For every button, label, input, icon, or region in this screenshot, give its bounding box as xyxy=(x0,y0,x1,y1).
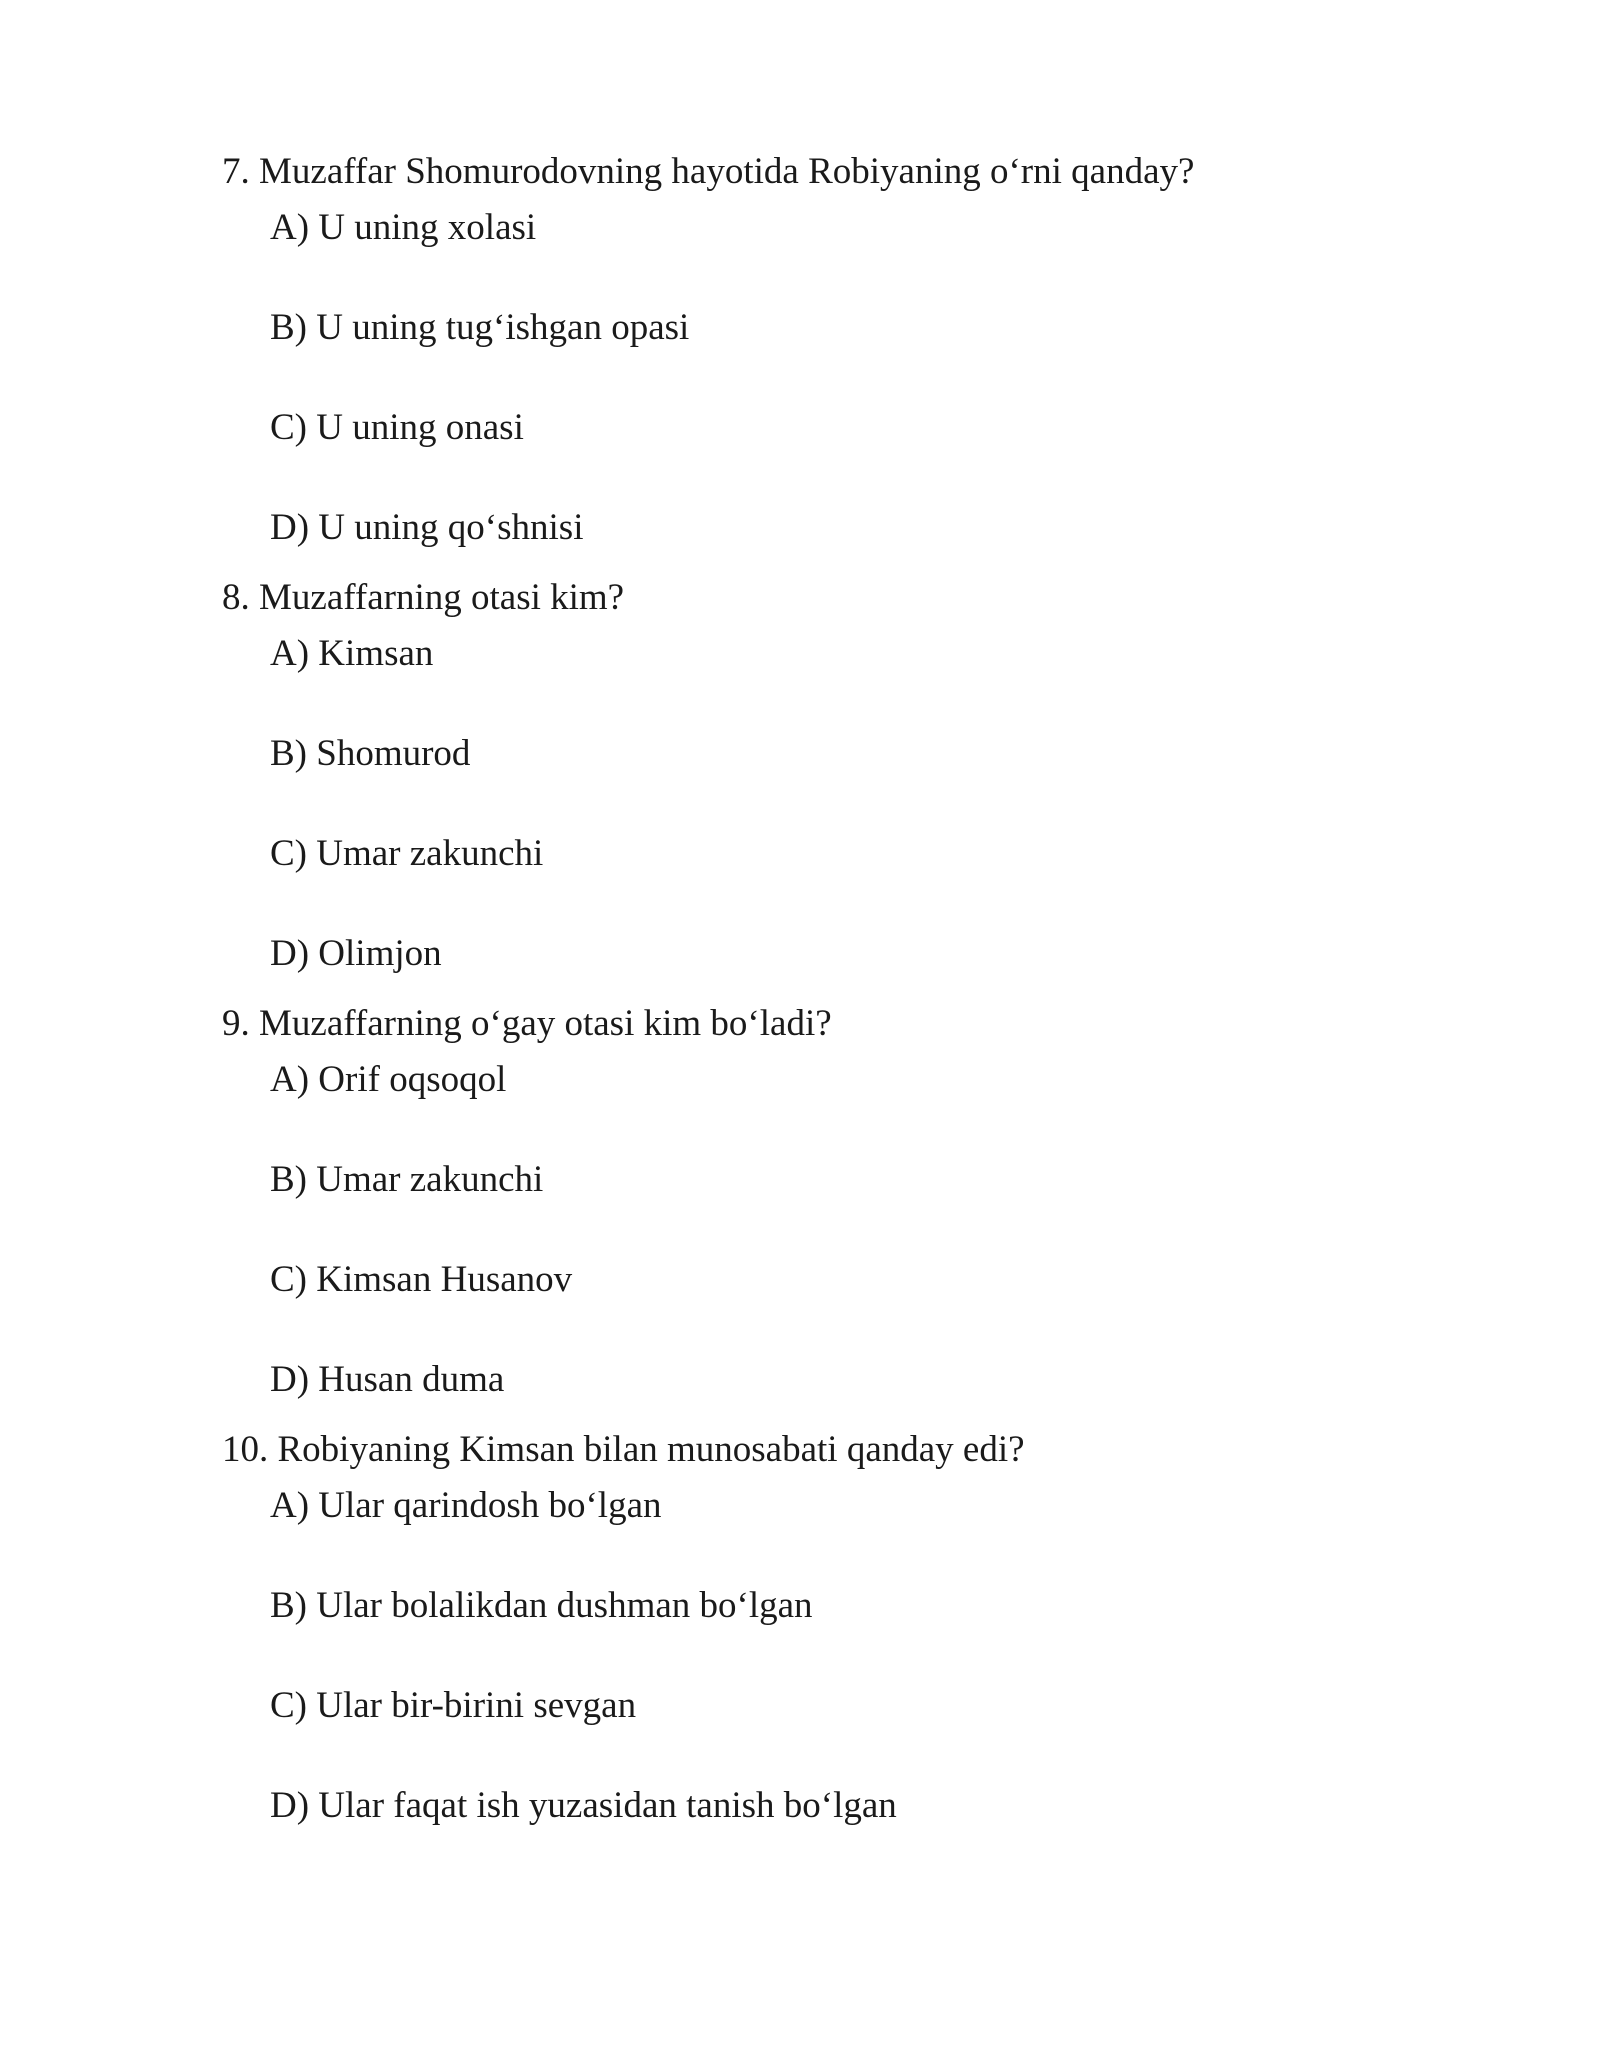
question-7 xyxy=(222,150,1194,194)
option-letter: C) xyxy=(270,833,307,874)
question-8-option-c xyxy=(270,832,543,876)
question-7-option-a xyxy=(270,206,536,250)
option-text: Ular faqat ish yuzasidan tanish bo‘lgan xyxy=(318,1785,897,1826)
question-text: Muzaffar Shomurodovning hayotida Robiyaning o‘rni qanday? xyxy=(259,151,1195,192)
option-text: U uning qo‘shnisi xyxy=(318,507,584,548)
option-text: Olimjon xyxy=(318,933,442,974)
question-8 xyxy=(222,576,624,620)
option-letter: C) xyxy=(270,1259,307,1300)
option-text: U uning onasi xyxy=(316,407,524,448)
question-8-option-b xyxy=(270,732,470,776)
question-9-option-c xyxy=(270,1258,572,1302)
question-10-option-b xyxy=(270,1584,813,1628)
option-text: Umar zakunchi xyxy=(316,833,544,874)
option-text: Ular bolalikdan dushman bo‘lgan xyxy=(316,1585,813,1626)
option-text: Kimsan Husanov xyxy=(316,1259,573,1300)
option-letter: B) xyxy=(270,307,307,348)
question-7-option-d xyxy=(270,506,583,550)
option-text: Ular bir-birini sevgan xyxy=(316,1685,637,1726)
question-8-option-a xyxy=(270,632,433,676)
option-letter: B) xyxy=(270,1585,307,1626)
question-number: 9. xyxy=(222,1003,250,1044)
question-10 xyxy=(222,1428,1025,1472)
question-text: Robiyaning Kimsan bilan munosabati qanday edi? xyxy=(277,1429,1025,1470)
question-9-option-d xyxy=(270,1358,504,1402)
question-8-option-d xyxy=(270,932,442,976)
option-text: Ular qarindosh bo‘lgan xyxy=(318,1485,662,1526)
option-letter: D) xyxy=(270,933,310,974)
question-number: 10. xyxy=(222,1429,269,1470)
option-letter: A) xyxy=(270,207,310,248)
question-10-option-c xyxy=(270,1684,636,1728)
question-number: 8. xyxy=(222,577,250,618)
option-letter: C) xyxy=(270,407,307,448)
question-10-option-d xyxy=(270,1784,897,1828)
option-text: U uning tug‘ishgan opasi xyxy=(316,307,690,348)
question-9-option-b xyxy=(270,1158,543,1202)
question-7-option-b xyxy=(270,306,689,350)
option-letter: A) xyxy=(270,1485,310,1526)
question-number: 7. xyxy=(222,151,250,192)
option-text: Shomurod xyxy=(316,733,471,774)
question-text: Muzaffarning o‘gay otasi kim bo‘ladi? xyxy=(259,1003,832,1044)
question-9-option-a xyxy=(270,1058,506,1102)
question-10-option-a xyxy=(270,1484,662,1528)
option-text: Orif oqsoqol xyxy=(318,1059,507,1100)
option-letter: C) xyxy=(270,1685,307,1726)
question-9 xyxy=(222,1002,832,1046)
option-letter: D) xyxy=(270,1785,310,1826)
option-text: U uning xolasi xyxy=(318,207,537,248)
question-7-option-c xyxy=(270,406,524,450)
option-letter: D) xyxy=(270,1359,310,1400)
option-letter: B) xyxy=(270,1159,307,1200)
option-letter: B) xyxy=(270,733,307,774)
question-text: Muzaffarning otasi kim? xyxy=(259,577,625,618)
option-text: Kimsan xyxy=(318,633,434,674)
option-letter: A) xyxy=(270,633,310,674)
option-letter: A) xyxy=(270,1059,310,1100)
option-letter: D) xyxy=(270,507,310,548)
option-text: Umar zakunchi xyxy=(316,1159,544,1200)
option-text: Husan duma xyxy=(318,1359,505,1400)
